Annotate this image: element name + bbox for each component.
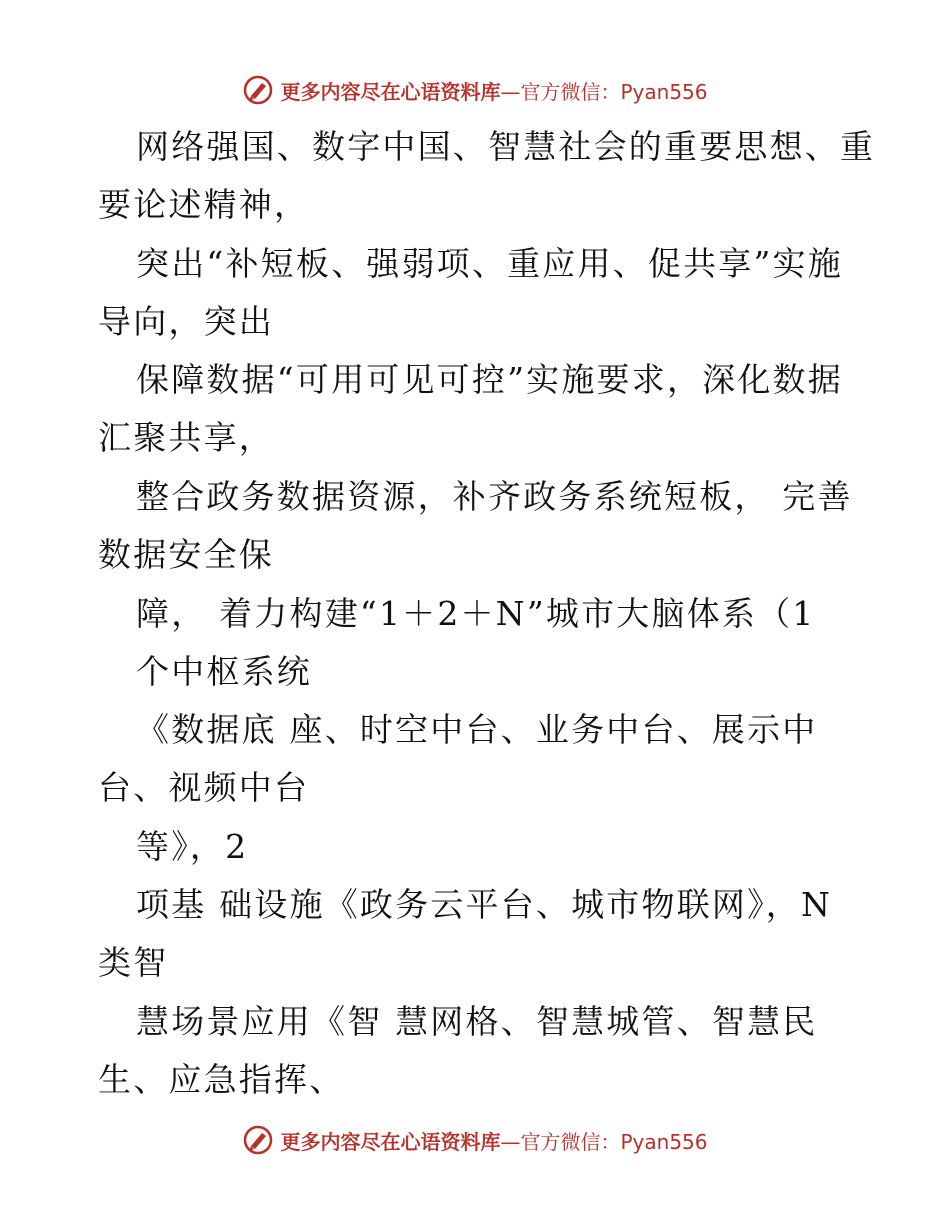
watermark-separator: — [500,1129,521,1154]
watermark-brand: 更多内容尽在心语资料库 [280,79,501,104]
watermark-wechat-id: Pyan556 [620,1129,708,1154]
body-line: 项基 础设施《政务云平台、城市物联网》，N [136,885,833,924]
body-line: 等》，2 [136,827,249,866]
watermark-wechat-id: Pyan556 [620,79,708,104]
body-line: 生、应急指挥、 [98,1060,345,1099]
body-line: 突出“补短板、强弱项、重应用、促共享”实施 [136,244,843,283]
watermark-suffix: 官方微信： [520,79,621,104]
logo-icon [242,1124,274,1156]
body-line: 整合政务数据资源，补齐政务系统短板， 完善 [136,477,853,516]
watermark-separator: — [500,79,521,104]
body-line: 慧场景应用《智 慧网格、智慧城管、智慧民 [136,1002,818,1041]
watermark-suffix: 官方微信： [520,1129,621,1154]
watermark-brand: 更多内容尽在心语资料库 [280,1129,501,1154]
body-line: 台、视频中台 [98,768,310,807]
body-line: 障， 着力构建“1＋2＋N”城市大脑体系（1 [136,594,816,633]
body-line: 汇聚共享， [98,418,274,457]
body-line: 《数据底 座、时空中台、业务中台、展示中 [136,710,818,749]
body-line: 个中枢系统 [136,652,312,691]
body-line: 网络强国、数字中国、智慧社会的重要思想、重 [136,127,876,166]
body-line: 要论述精神， [98,185,310,224]
body-line: 保障数据“可用可见可控”实施要求，深化数据 [136,360,843,399]
body-line: 导向，突出 [98,302,274,341]
watermark-text [280,1126,707,1155]
footer-watermark [0,1120,950,1160]
body-line: 数据安全保 [98,535,274,574]
body-line: 类智 [98,943,169,982]
